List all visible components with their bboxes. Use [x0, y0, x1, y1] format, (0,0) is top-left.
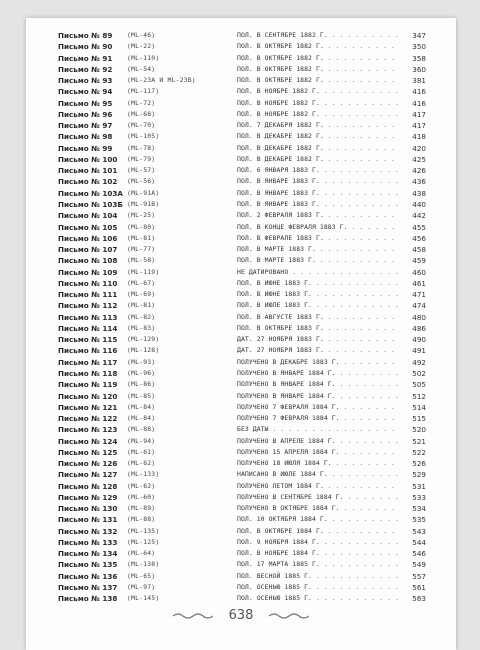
- page-ref: 425: [400, 154, 426, 165]
- letter-code: (ML-77): [127, 245, 156, 254]
- letter-title: Письмо № 96: [58, 109, 113, 119]
- letter-date: ПОЛУЧЕНО В АПРЕЛЕ 1884 Г. . . .: [237, 436, 427, 447]
- letter-date: ПОЛ. В ДЕКАБРЕ 1882 Г. . . .: [237, 143, 427, 154]
- page-ref: 534: [400, 503, 426, 514]
- letter-code: (ML-70): [127, 121, 156, 130]
- letter-date: ПОЛУЧЕНО В СЕНТЯБРЕ 1884 Г. . . .: [237, 492, 427, 503]
- contents-row: [58, 548, 426, 559]
- letter-title: Письмо № 116: [58, 346, 118, 356]
- contents-row: [58, 323, 426, 334]
- contents-row: [58, 210, 426, 221]
- page-ref: 515: [400, 413, 426, 424]
- page-ref: 533: [400, 492, 426, 503]
- page-ref: 531: [400, 481, 426, 492]
- letter-date: ПОЛ. 17 МАРТА 1885 Г. . . .: [237, 559, 427, 570]
- letter-code: (ML-80): [127, 222, 156, 231]
- page-footer: [26, 605, 456, 625]
- letter-date: БЕЗ ДАТЫ . . .: [237, 424, 427, 435]
- contents-row: [58, 593, 426, 604]
- letter-title: Письмо № 115: [58, 335, 118, 345]
- letter-date: ПОЛ. В НОЯБРЕ 1882 Г. . . .: [237, 86, 427, 97]
- page-ref: 526: [400, 458, 426, 469]
- page-ref: 505: [400, 379, 426, 390]
- contents-row: [58, 436, 426, 447]
- page-ref: 418: [400, 131, 426, 142]
- contents-row: [58, 278, 426, 289]
- page-ref: 461: [400, 278, 426, 289]
- letter-code: (ML-64): [127, 549, 156, 558]
- page-ref: 438: [400, 188, 426, 199]
- contents-row: [58, 458, 426, 469]
- letter-date: ПОЛ. В КОНЦЕ ФЕВРАЛЯ 1883 Г. . . .: [237, 222, 427, 233]
- page-ref: 440: [400, 199, 426, 210]
- contents-row: [58, 154, 426, 165]
- contents-row: [58, 300, 426, 311]
- page-ref: 360: [400, 64, 426, 75]
- letter-title: Письмо № 90: [58, 42, 113, 52]
- letter-code: (ML-91A): [127, 188, 160, 197]
- letter-title: Письмо № 98: [58, 132, 113, 142]
- letter-code: (ML-96): [127, 368, 156, 377]
- page-ref: 502: [400, 368, 426, 379]
- page-ref: 492: [400, 357, 426, 368]
- page-ref: 514: [400, 402, 426, 413]
- letter-date: ПОЛ. В ОКТЯБРЕ 1882 Г. . . .: [237, 53, 427, 64]
- letter-date: ПОЛУЧЕНО В ЯНВАРЕ 1884 Г. . . .: [237, 379, 427, 390]
- letter-code: (ML-89): [127, 504, 156, 513]
- contents-row: [58, 447, 426, 458]
- page-ref: 522: [400, 447, 426, 458]
- contents-row: [58, 379, 426, 390]
- letter-date: ПОЛУЧЕНО В ЯНВАРЕ 1884 Г. . . .: [237, 368, 427, 379]
- letter-date: ПОЛ. В ОКТЯБРЕ 1883 Г. . . .: [237, 323, 427, 334]
- contents-row: [58, 492, 426, 503]
- letter-code: (ML-60): [127, 492, 156, 501]
- letter-code: (ML-88): [127, 515, 156, 524]
- letter-date: ПОЛ. В НОЯБРЕ 1882 Г. . . .: [237, 109, 427, 120]
- letter-code: (ML-81): [127, 233, 156, 242]
- letter-code: (ML-81): [127, 301, 156, 310]
- letter-title: Письмо № 103А: [58, 188, 123, 198]
- page-ref: 460: [400, 267, 426, 278]
- letter-title: Письмо № 102: [58, 177, 118, 187]
- page-ref: 416: [400, 98, 426, 109]
- page-ref: 420: [400, 143, 426, 154]
- page-number: 638: [228, 608, 254, 623]
- letter-date: ПОЛ. В ДЕКАБРЕ 1882 Г. . . .: [237, 131, 427, 142]
- contents-row: [58, 368, 426, 379]
- contents-row: [58, 30, 426, 41]
- letter-date: ПОЛ. ОСЕНЬЮ 1885 Г. . . .: [237, 582, 427, 593]
- letter-date: ПОЛ. В НОЯБРЕ 1884 Г. . . .: [237, 548, 427, 559]
- page-ref: 543: [400, 526, 426, 537]
- letter-date: ПОЛ. 10 ОКТЯБРЯ 1884 Г. . . .: [237, 514, 427, 525]
- letter-title: Письмо № 114: [58, 323, 118, 333]
- page-ref: 557: [400, 571, 426, 582]
- contents-row: [58, 222, 426, 233]
- letter-title: Письмо № 119: [58, 380, 118, 390]
- letter-code: (ML-110): [127, 53, 160, 62]
- letter-title: Письмо № 107: [58, 245, 118, 255]
- contents-row: [58, 233, 426, 244]
- letter-title: Письмо № 101: [58, 166, 118, 176]
- letter-date: ПОЛ. В ДЕКАБРЕ 1882 Г. . . .: [237, 154, 427, 165]
- page-ref: 474: [400, 300, 426, 311]
- letter-code: (ML-68): [127, 109, 156, 118]
- letter-code: (ML-54): [127, 64, 156, 73]
- contents-row: [58, 481, 426, 492]
- letter-title: Письмо № 89: [58, 31, 113, 40]
- page-ref: 347: [400, 30, 426, 41]
- left-ornament-icon: [173, 612, 213, 620]
- letter-title: Письмо № 112: [58, 301, 118, 311]
- page-ref: 455: [400, 222, 426, 233]
- letter-code: (ML-84): [127, 414, 156, 423]
- page-ref: 512: [400, 391, 426, 402]
- letter-title: Письмо № 109: [58, 267, 118, 277]
- letter-date: ПОЛ. В ИЮНЕ 1883 Г. . . .: [237, 289, 427, 300]
- letter-date: ПОЛ. В ОКТЯБРЕ 1882 Г. . . .: [237, 75, 427, 86]
- page-ref: 381: [400, 75, 426, 86]
- letter-title: Письмо № 95: [58, 98, 113, 108]
- letter-title: Письмо № 124: [58, 436, 118, 446]
- contents-row: [58, 526, 426, 537]
- letter-code: (ML-135): [127, 526, 160, 535]
- letter-code: (ML-128): [127, 346, 160, 355]
- page-ref: 456: [400, 233, 426, 244]
- letter-code: (ML-94): [127, 436, 156, 445]
- letter-code: (ML-138): [127, 560, 160, 569]
- contents-row: [58, 131, 426, 142]
- contents-row: [58, 199, 426, 210]
- letter-date: ПОЛ. В НОЯБРЕ 1882 Г. . . .: [237, 98, 427, 109]
- contents-row: [58, 537, 426, 548]
- page-ref: 426: [400, 165, 426, 176]
- page-ref: 350: [400, 41, 426, 52]
- letter-date: ПОЛ. В АВГУСТЕ 1883 Г. . . .: [237, 312, 427, 323]
- letter-code: (ML-83): [127, 323, 156, 332]
- contents-row: [58, 64, 426, 75]
- page-ref: 471: [400, 289, 426, 300]
- letter-title: Письмо № 105: [58, 222, 118, 232]
- page-ref: 520: [400, 424, 426, 435]
- page-ref: 358: [400, 53, 426, 64]
- letter-code: (ML-69): [127, 290, 156, 299]
- letter-title: Письмо № 106: [58, 233, 118, 243]
- letter-title: Письмо № 121: [58, 402, 118, 412]
- page-ref: 544: [400, 537, 426, 548]
- contents-row: [58, 424, 426, 435]
- contents-row: [58, 289, 426, 300]
- letter-title: Письмо № 94: [58, 87, 113, 97]
- contents-row: [58, 357, 426, 368]
- letter-date: ПОЛУЧЕНО ЛЕТОМ 1884 Г. . . .: [237, 481, 427, 492]
- letter-title: Письмо № 110: [58, 278, 118, 288]
- page-ref: 563: [400, 593, 426, 604]
- letter-title: Письмо № 138: [58, 594, 118, 604]
- letter-code: (ML-23A И ML-23B): [127, 76, 196, 85]
- contents-row: [58, 391, 426, 402]
- letter-title: Письмо № 131: [58, 515, 118, 525]
- letter-title: Письмо № 135: [58, 560, 118, 570]
- page-ref: 490: [400, 334, 426, 345]
- letter-date: ПОЛ. 9 НОЯБРЯ 1884 Г. . . .: [237, 537, 427, 548]
- letter-date: ПОЛ. В ЯНВАРЕ 1883 Г. . . .: [237, 199, 427, 210]
- contents-row: [58, 244, 426, 255]
- page-ref: 529: [400, 469, 426, 480]
- letter-code: (ML-65): [127, 571, 156, 580]
- book-page: [26, 18, 456, 650]
- letter-date: НЕ ДАТИРОВАНО . . .: [237, 267, 427, 278]
- contents-row: [58, 53, 426, 64]
- letter-date: ПОЛУЧЕНО В ОКТЯБРЕ 1884 Г. . . .: [237, 503, 427, 514]
- letter-code: (ML-82): [127, 312, 156, 321]
- letter-title: Письмо № 100: [58, 154, 118, 164]
- letter-code: (ML-79): [127, 154, 156, 163]
- contents-row: [58, 469, 426, 480]
- letter-code: (ML-25): [127, 211, 156, 220]
- letter-date: ПОЛУЧЕНО 18 ИЮЛЯ 1884 Г. . . .: [237, 458, 427, 469]
- letter-title: Письмо № 108: [58, 256, 118, 266]
- page-ref: 486: [400, 323, 426, 334]
- letter-date: ПОЛ. В ИЮНЕ 1883 Г. . . .: [237, 278, 427, 289]
- page-ref: 549: [400, 559, 426, 570]
- contents-row: [58, 402, 426, 413]
- letter-code: (ML-119): [127, 267, 160, 276]
- letter-date: ДАТ. 27 НОЯБРЯ 1883 Г. . . .: [237, 334, 427, 345]
- letter-title: Письмо № 104: [58, 211, 118, 221]
- letter-title: Письмо № 113: [58, 312, 118, 322]
- letter-title: Письмо № 137: [58, 583, 118, 593]
- contents-row: [58, 345, 426, 356]
- page-ref: 521: [400, 436, 426, 447]
- letter-code: (ML-78): [127, 143, 156, 152]
- letter-date: НАПИСАНО В ИЮЛЕ 1884 Г. . . .: [237, 469, 427, 480]
- letter-code: (ML-22): [127, 42, 156, 51]
- letter-code: (ML-129): [127, 335, 160, 344]
- letter-code: (ML-62): [127, 459, 156, 468]
- letter-date: ПОЛ. 7 ДЕКАБРЯ 1882 Г. . . .: [237, 120, 427, 131]
- letter-title: Письмо № 123: [58, 425, 118, 435]
- letter-date: ПОЛ. В ОКТЯБРЕ 1884 Г. . . .: [237, 526, 427, 537]
- letter-date: ПОЛУЧЕНО 7 ФЕВРАЛЯ 1884 Г. . . .: [237, 402, 427, 413]
- right-ornament-icon: [269, 612, 309, 620]
- letter-title: Письмо № 134: [58, 549, 118, 559]
- contents-row: [58, 312, 426, 323]
- page-ref: 535: [400, 514, 426, 525]
- letter-date: ПОЛУЧЕНО В ДЕКАБРЕ 1883 Г. . . .: [237, 357, 427, 368]
- letter-code: (ML-145): [127, 594, 160, 603]
- page-ref: 491: [400, 345, 426, 356]
- letter-title: Письмо № 130: [58, 504, 118, 514]
- letter-code: (ML-61): [127, 447, 156, 456]
- page-ref: 442: [400, 210, 426, 221]
- letter-title: Письмо № 132: [58, 526, 118, 536]
- letter-code: (ML-72): [127, 98, 156, 107]
- letter-title: Письмо № 128: [58, 481, 118, 491]
- letter-title: Письмо № 99: [58, 143, 113, 153]
- letter-title: Письмо № 126: [58, 459, 118, 469]
- letter-title: Письмо № 97: [58, 121, 113, 131]
- page-ref: 480: [400, 312, 426, 323]
- letter-title: Письмо № 129: [58, 492, 118, 502]
- page-ref: 417: [400, 109, 426, 120]
- letter-code: (ML-58): [127, 256, 156, 265]
- page-ref: 417: [400, 120, 426, 131]
- letter-date: ПОЛ. В МАРТЕ 1883 Г. . . .: [237, 255, 427, 266]
- letter-code: (ML-117): [127, 87, 160, 96]
- letter-date: ПОЛ. В ИЮЛЕ 1883 Г. . . .: [237, 300, 427, 311]
- letter-title: Письмо № 122: [58, 414, 118, 424]
- letter-title: Письмо № 127: [58, 470, 118, 480]
- contents-row: [58, 571, 426, 582]
- contents-row: [58, 413, 426, 424]
- contents-row: [58, 176, 426, 187]
- page-ref: 546: [400, 548, 426, 559]
- letter-code: (ML-125): [127, 537, 160, 546]
- letter-code: (ML-91B): [127, 199, 160, 208]
- letter-title: Письмо № 111: [58, 290, 118, 300]
- contents-row: [58, 109, 426, 120]
- contents-row: [58, 165, 426, 176]
- contents-row: [58, 98, 426, 109]
- contents-row: [58, 41, 426, 52]
- letter-title: Письмо № 120: [58, 391, 118, 401]
- contents-row: [58, 120, 426, 131]
- letter-code: (ML-97): [127, 583, 156, 592]
- letter-title: Письмо № 118: [58, 368, 118, 378]
- letter-date: ПОЛ. В ЯНВАРЕ 1883 Г. . . .: [237, 176, 427, 187]
- page-ref: 458: [400, 244, 426, 255]
- letter-date: ПОЛ. В СЕНТЯБРЕ 1882 Г. . . .: [237, 30, 427, 41]
- letter-code: (ML-85): [127, 391, 156, 400]
- letter-title: Письмо № 93: [58, 76, 113, 86]
- letter-code: (ML-88): [127, 425, 156, 434]
- letter-code: (ML-93): [127, 357, 156, 366]
- letter-date: ПОЛУЧЕНО 7 ФЕВРАЛЯ 1884 Г. . . .: [237, 413, 427, 424]
- contents-row: [58, 334, 426, 345]
- contents-row: [58, 503, 426, 514]
- letter-code: (ML-105): [127, 132, 160, 141]
- letter-title: Письмо № 92: [58, 64, 113, 74]
- letter-title: Письмо № 133: [58, 537, 118, 547]
- letter-title: Письмо № 136: [58, 571, 118, 581]
- contents-row: [58, 143, 426, 154]
- letter-date: ПОЛ. В ФЕВРАЛЕ 1883 Г. . . .: [237, 233, 427, 244]
- letter-title: Письмо № 91: [58, 53, 113, 63]
- page-ref: 416: [400, 86, 426, 97]
- contents-row: [58, 188, 426, 199]
- contents-row: [58, 582, 426, 593]
- letter-date: ПОЛ. ОСЕНЬЮ 1885 Г. . . .: [237, 593, 427, 604]
- letter-code: (ML-62): [127, 481, 156, 490]
- page-ref: 459: [400, 255, 426, 266]
- letter-title: Письмо № 103Б: [58, 199, 123, 209]
- contents-row: [58, 267, 426, 278]
- letter-title: Письмо № 125: [58, 447, 118, 457]
- letter-date: ПОЛУЧЕНО 15 АПРЕЛЯ 1884 Г. . . .: [237, 447, 427, 458]
- letter-date: ПОЛ. В ОКТЯБРЕ 1882 Г. . . .: [237, 41, 427, 52]
- contents-row: [58, 86, 426, 97]
- letter-code: (ML-86): [127, 380, 156, 389]
- letter-title: Письмо № 117: [58, 357, 118, 367]
- letter-code: (ML-57): [127, 166, 156, 175]
- contents-table: [58, 30, 426, 605]
- letter-date: ПОЛ. 6 ЯНВАРЯ 1883 Г. . . .: [237, 165, 427, 176]
- letter-date: ПОЛ. В ЯНВАРЕ 1883 Г. . . .: [237, 188, 427, 199]
- letter-code: (ML-133): [127, 470, 160, 479]
- letter-code: (ML-84): [127, 402, 156, 411]
- letter-code: (ML-46): [127, 31, 156, 39]
- letter-code: (ML-67): [127, 278, 156, 287]
- letter-date: ДАТ. 27 НОЯБРЯ 1883 Г. . . .: [237, 345, 427, 356]
- contents-row: [58, 75, 426, 86]
- contents-row: [58, 514, 426, 525]
- letter-date: ПОЛУЧЕНО В ЯНВАРЕ 1884 Г. . . .: [237, 391, 427, 402]
- letter-code: (ML-56): [127, 177, 156, 186]
- letter-date: ПОЛ. В ОКТЯБРЕ 1882 Г. . . .: [237, 64, 427, 75]
- letter-date: ПОЛ. 2 ФЕВРАЛЯ 1883 Г. . . .: [237, 210, 427, 221]
- contents-row: [58, 559, 426, 570]
- page-ref: 436: [400, 176, 426, 187]
- page-ref: 561: [400, 582, 426, 593]
- letter-date: ПОЛ. ВЕСНОЙ 1885 Г. . . .: [237, 571, 427, 582]
- contents-row: [58, 255, 426, 266]
- letter-date: ПОЛ. В МАРТЕ 1883 Г. . . .: [237, 244, 427, 255]
